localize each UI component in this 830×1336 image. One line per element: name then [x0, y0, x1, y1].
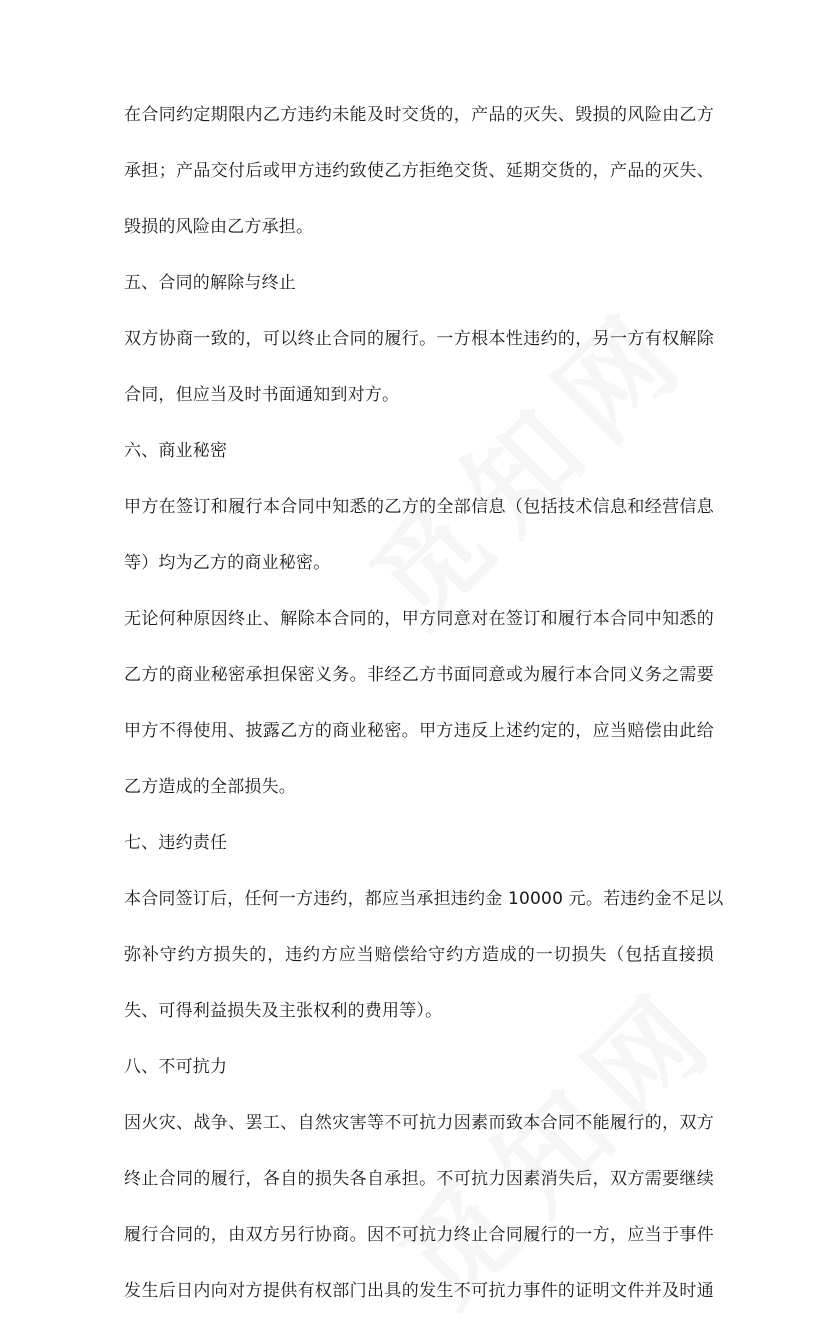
paragraph-line: 发生后日内向对方提供有权部门出具的发生不可抗力事件的证明文件并及时通 — [124, 1281, 714, 1301]
paragraph-line: 乙方的商业秘密承担保密义务。非经乙方书面同意或为履行本合同义务之需要 — [124, 665, 714, 685]
paragraph-line: 毁损的风险由乙方承担。 — [124, 217, 314, 237]
paragraph-line: 失、可得利益损失及主张权利的费用等）。 — [124, 1001, 443, 1021]
paragraph-line: 乙方造成的全部损失。 — [124, 777, 296, 797]
section-heading: 六、商业秘密 — [124, 441, 228, 461]
paragraph-line: 弥补守约方损失的，违约方应当赔偿给守约方造成的一切损失（包括直接损 — [124, 945, 714, 965]
paragraph-line: 无论何种原因终止、解除本合同的，甲方同意对在签订和履行本合同中知悉的 — [124, 609, 714, 629]
section-heading: 八、不可抗力 — [124, 1057, 228, 1077]
paragraph-line: 甲方在签订和履行本合同中知悉的乙方的全部信息（包括技术信息和经营信息 — [124, 497, 714, 517]
paragraph-line: 合同，但应当及时书面通知到对方。 — [124, 385, 400, 405]
paragraph-line: 承担；产品交付后或甲方违约致使乙方拒绝交货、延期交货的，产品的灭失、 — [124, 161, 714, 181]
section-heading: 七、违约责任 — [124, 833, 228, 853]
document-body — [124, 104, 724, 1336]
paragraph-line: 终止合同的履行，各自的损失各自承担。不可抗力因素消失后，双方需要继续 — [124, 1169, 714, 1189]
paragraph-line: 甲方不得使用、披露乙方的商业秘密。甲方违反上述约定的，应当赔偿由此给 — [124, 721, 714, 741]
paragraph-line: 本合同签订后，任何一方违约，都应当承担违约金 10000 元。若违约金不足以 — [124, 889, 724, 909]
paragraph-line: 在合同约定期限内乙方违约未能及时交货的，产品的灭失、毁损的风险由乙方 — [124, 105, 714, 125]
paragraph-line: 双方协商一致的，可以终止合同的履行。一方根本性违约的，另一方有权解除 — [124, 329, 714, 349]
paragraph-line: 等）均为乙方的商业秘密。 — [124, 553, 331, 573]
section-heading: 五、合同的解除与终止 — [124, 273, 296, 293]
paragraph-line: 因火灾、战争、罢工、自然灾害等不可抗力因素而致本合同不能履行的，双方 — [124, 1113, 714, 1133]
paragraph-line: 履行合同的，由双方另行协商。因不可抗力终止合同履行的一方，应当于事件 — [124, 1225, 714, 1245]
